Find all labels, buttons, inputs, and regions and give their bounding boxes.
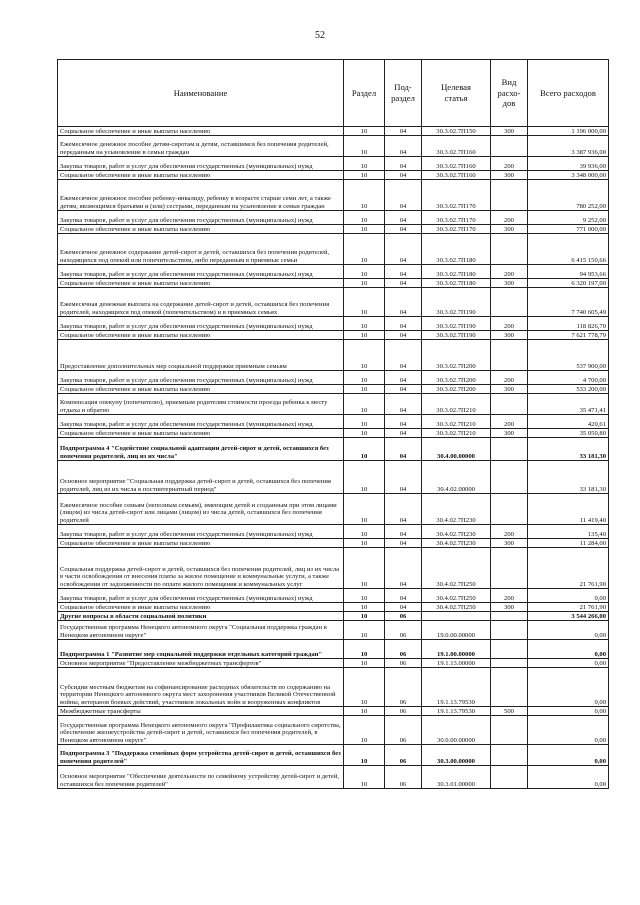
cell-section: 10 [344,612,385,621]
cell-expense-type [491,461,528,494]
cell-expense-type: 300 [491,603,528,612]
cell-subsection: 04 [385,415,422,429]
cell-target-article: 30.4.02.7П250 [422,603,491,612]
cell-total: 0,00 [528,640,609,659]
cell-total: 537 900,00 [528,340,609,371]
cell-total: 771 000,00 [528,225,609,234]
cell-subsection: 04 [385,371,422,385]
cell-section: 10 [344,157,385,171]
cell-subsection: 04 [385,279,422,288]
cell-section: 10 [344,766,385,789]
cell-expense-type [491,234,528,265]
cell-subsection: 04 [385,171,422,180]
cell-name: Закупка товаров, работ и услуг для обеспечения государственных (муниципальных) нужд [58,211,344,225]
cell-section: 10 [344,171,385,180]
cell-expense-type: 300 [491,225,528,234]
cell-name: Закупка товаров, работ и услуг для обеспечения государственных (муниципальных) нужд [58,157,344,171]
table-row [58,621,609,640]
cell-target-article: 30.3.02.7П210 [422,415,491,429]
cell-name: Закупка товаров, работ и услуг для обеспечения государственных (муниципальных) нужд [58,265,344,279]
cell-name: Ежемесячное денежное пособие ребенку-инвалиду, ребенку в возрасте старше семи лет, а также детям, являющимся братьями и (или) сестрами, переданным на усыновление в семьи граждан [58,180,344,211]
cell-section: 10 [344,340,385,371]
column-header-target-article: Целевая статья [422,60,491,127]
table-row [58,136,609,157]
cell-subsection: 06 [385,612,422,621]
cell-target-article: 30.3.02.7П210 [422,429,491,438]
table-row [58,171,609,180]
cell-subsection: 06 [385,640,422,659]
cell-name: Подпрограмма 1 "Развитие мер социальной поддержки отдельных категорий граждан" [58,640,344,659]
cell-section: 10 [344,621,385,640]
cell-name: Социальное обеспечение и иные выплаты населению [58,127,344,136]
cell-subsection: 06 [385,707,422,716]
table-row [58,234,609,265]
cell-name: Ежемесячная денежная выплата на содержание детей-сирот и детей, оставшихся без попечения родителей, находящихся под опекой (попечительством) и в приемных семьях [58,288,344,317]
cell-name: Социальное обеспечение и иные выплаты населению [58,279,344,288]
cell-expense-type [491,494,528,525]
cell-section: 10 [344,707,385,716]
cell-total: 1 196 000,00 [528,127,609,136]
cell-total: 780 252,00 [528,180,609,211]
cell-section: 10 [344,385,385,394]
table-row [58,659,609,668]
cell-expense-type: 300 [491,539,528,548]
cell-target-article: 19.1.13.00000 [422,659,491,668]
column-header-section: Раздел [344,60,385,127]
cell-subsection: 06 [385,766,422,789]
cell-subsection: 04 [385,211,422,225]
table-row [58,288,609,317]
cell-expense-type: 300 [491,171,528,180]
cell-total: 0,00 [528,716,609,745]
cell-section: 10 [344,603,385,612]
cell-name: Социальная поддержка детей-сирот и детей, оставшихся без попечения родителей, лиц из их числа в части освобождения от внесения платы за жилое помещение и коммунальные услуги, а также освобождения от задолженности по оплате жилого помещения и коммунальных услуг [58,548,344,589]
cell-total: 9 252,00 [528,211,609,225]
cell-total: 3 387 936,00 [528,136,609,157]
cell-subsection: 04 [385,603,422,612]
cell-name: Предоставление дополнительных мер социальной поддержки приемным семьям [58,340,344,371]
cell-section: 10 [344,180,385,211]
cell-total: 39 936,00 [528,157,609,171]
cell-subsection: 04 [385,548,422,589]
cell-expense-type: 300 [491,429,528,438]
cell-section: 10 [344,438,385,461]
cell-target-article: 30.3.02.7П170 [422,225,491,234]
cell-target-article: 30.3.02.7П180 [422,265,491,279]
cell-expense-type: 200 [491,211,528,225]
cell-name: Ежемесячное денежное пособие детям-сиротам и детям, оставшимся без попечения родителей, переданным на усыновление в семьи граждан [58,136,344,157]
cell-expense-type: 200 [491,525,528,539]
cell-total: 118 826,70 [528,317,609,331]
table-row [58,429,609,438]
table-row [58,385,609,394]
cell-section: 10 [344,371,385,385]
cell-name: Социальное обеспечение и иные выплаты населению [58,429,344,438]
cell-name: Закупка товаров, работ и услуг для обеспечения государственных (муниципальных) нужд [58,525,344,539]
column-header-expense-type: Вид расхо- дов [491,60,528,127]
cell-section: 10 [344,461,385,494]
cell-subsection: 06 [385,659,422,668]
column-header-subsection: Под- раздел [385,60,422,127]
cell-expense-type [491,438,528,461]
cell-target-article: 30.3.00.00000 [422,745,491,766]
table-row [58,612,609,621]
cell-total: 94 953,66 [528,265,609,279]
cell-subsection: 04 [385,157,422,171]
cell-subsection: 06 [385,745,422,766]
cell-subsection: 04 [385,461,422,494]
cell-total: 6 415 150,66 [528,234,609,265]
table-row [58,438,609,461]
cell-target-article: 19.1.13.79530 [422,707,491,716]
cell-subsection: 04 [385,589,422,603]
cell-name: Закупка товаров, работ и услуг для обеспечения государственных (муниципальных) нужд [58,317,344,331]
cell-section: 10 [344,136,385,157]
cell-name: Социальное обеспечение и иные выплаты населению [58,331,344,340]
table-row [58,279,609,288]
cell-expense-type [491,548,528,589]
table-row [58,225,609,234]
cell-subsection: 04 [385,539,422,548]
cell-total: 11 419,40 [528,494,609,525]
cell-target-article: 30.4.02.00000 [422,461,491,494]
cell-expense-type [491,340,528,371]
cell-target-article: 30.4.02.7П230 [422,525,491,539]
cell-expense-type: 200 [491,317,528,331]
cell-subsection: 04 [385,340,422,371]
cell-section: 10 [344,127,385,136]
cell-section: 10 [344,716,385,745]
cell-name: Другие вопросы в области социальной политики [58,612,344,621]
table-row [58,211,609,225]
cell-target-article: 30.3.02.7П160 [422,157,491,171]
cell-total: 4 700,00 [528,371,609,385]
table-row [58,668,609,707]
table-row [58,317,609,331]
cell-total: 0,00 [528,745,609,766]
cell-name: Социальное обеспечение и иные выплаты населению [58,225,344,234]
cell-name: Субсидии местным бюджетам на софинансирование расходных обязательств по содержанию на территории Ненецкого автономного округа мест захоронения участников Великой Отечественной войны, ветеранов боевых действий, участников локальных войн и вооруженных конфликтов [58,668,344,707]
cell-target-article: 19.1.13.79530 [422,668,491,707]
cell-name: Основное мероприятие "Предоставление межбюджетных трансфертов" [58,659,344,668]
cell-expense-type [491,716,528,745]
column-header-name: Наименование [58,60,344,127]
cell-section: 10 [344,539,385,548]
cell-expense-type: 500 [491,707,528,716]
cell-expense-type [491,668,528,707]
cell-total: 0,00 [528,621,609,640]
cell-name: Закупка товаров, работ и услуг для обеспечения государственных (муниципальных) нужд [58,371,344,385]
table-row [58,603,609,612]
table-body [58,127,609,789]
cell-total: 7 740 605,49 [528,288,609,317]
cell-name: Подпрограмма 4 "Содействие социальной адаптации детей-сирот и детей, оставшихся без попечения родителей, лиц из их числа" [58,438,344,461]
cell-expense-type: 300 [491,331,528,340]
cell-total: 21 761,90 [528,548,609,589]
cell-section: 10 [344,548,385,589]
cell-total: 0,00 [528,589,609,603]
table-row [58,766,609,789]
cell-section: 10 [344,234,385,265]
cell-total: 135,40 [528,525,609,539]
table-row [58,265,609,279]
cell-target-article: 30.3.02.7П190 [422,317,491,331]
cell-expense-type [491,766,528,789]
cell-subsection: 04 [385,317,422,331]
cell-target-article: 30.4.02.7П250 [422,589,491,603]
cell-target-article: 30.3.02.7П190 [422,288,491,317]
cell-name: Социальное обеспечение и иные выплаты населению [58,171,344,180]
table-row [58,589,609,603]
cell-section: 10 [344,745,385,766]
cell-subsection: 06 [385,621,422,640]
table-row [58,525,609,539]
cell-total: 0,00 [528,659,609,668]
cell-name: Закупка товаров, работ и услуг для обеспечения государственных (муниципальных) нужд [58,415,344,429]
cell-expense-type [491,288,528,317]
cell-target-article: 30.3.02.7П190 [422,331,491,340]
cell-section: 10 [344,279,385,288]
cell-subsection: 04 [385,288,422,317]
cell-name: Социальное обеспечение и иные выплаты населению [58,603,344,612]
cell-subsection: 06 [385,668,422,707]
cell-total: 533 200,00 [528,385,609,394]
cell-name: Основное мероприятие "Обеспечение деятельности по семейному устройству детей-сирот и детей, оставшихся без попечения родителей" [58,766,344,789]
cell-target-article: 19.0.00.00000 [422,621,491,640]
table-row [58,548,609,589]
cell-section: 10 [344,331,385,340]
table-row [58,461,609,494]
cell-section: 10 [344,525,385,539]
table-row [58,745,609,766]
table-row [58,331,609,340]
table-row [58,640,609,659]
cell-section: 10 [344,494,385,525]
table-row [58,371,609,385]
cell-name: Ежемесячное пособие семьям (неполным семьям), имеющим детей и созданным при этом лицами (лицом) из числа детей-сирот или лицами (лицом) из числа детей, оставшихся без попечения родителей [58,494,344,525]
cell-section: 10 [344,429,385,438]
cell-total: 6 320 197,00 [528,279,609,288]
cell-expense-type: 200 [491,589,528,603]
cell-total: 0,00 [528,668,609,707]
cell-name: Государственная программа Ненецкого автономного округа "Социальная поддержка граждан в Ненецком автономном округе" [58,621,344,640]
cell-name: Ежемесячное денежное содержание детей-сирот и детей, оставшихся без попечения родителей, находящихся под опекой или попечительством, либо переданным в приемные семьи [58,234,344,265]
cell-subsection: 04 [385,331,422,340]
cell-target-article: 30.4.02.7П230 [422,494,491,525]
table-row [58,180,609,211]
cell-target-article: 30.4.02.7П230 [422,539,491,548]
cell-target-article: 30.4.02.7П250 [422,548,491,589]
cell-target-article: 30.3.02.7П180 [422,234,491,265]
cell-subsection: 04 [385,225,422,234]
column-header-total: Всего расходов [528,60,609,127]
cell-total: 7 621 778,79 [528,331,609,340]
cell-expense-type [491,621,528,640]
cell-target-article [422,612,491,621]
cell-total: 3 544 266,00 [528,612,609,621]
cell-target-article: 30.3.02.7П200 [422,371,491,385]
cell-section: 10 [344,394,385,415]
cell-section: 10 [344,317,385,331]
table-row [58,716,609,745]
cell-subsection: 04 [385,385,422,394]
cell-subsection: 04 [385,265,422,279]
cell-target-article: 30.3.02.7П150 [422,127,491,136]
cell-subsection: 06 [385,716,422,745]
cell-target-article: 30.3.02.7П200 [422,385,491,394]
cell-subsection: 04 [385,180,422,211]
cell-total: 33 181,30 [528,461,609,494]
cell-target-article: 30.0.00.00000 [422,716,491,745]
cell-target-article: 30.3.02.7П160 [422,171,491,180]
cell-expense-type [491,136,528,157]
cell-name: Закупка товаров, работ и услуг для обеспечения государственных (муниципальных) нужд [58,589,344,603]
cell-expense-type: 200 [491,157,528,171]
cell-name: Социальное обеспечение и иные выплаты населению [58,385,344,394]
cell-expense-type: 200 [491,371,528,385]
cell-target-article: 30.4.00.00000 [422,438,491,461]
cell-section: 10 [344,415,385,429]
cell-expense-type: 200 [491,415,528,429]
cell-target-article: 19.1.00.00000 [422,640,491,659]
cell-expense-type: 200 [491,265,528,279]
table-row [58,494,609,525]
cell-section: 10 [344,225,385,234]
table-header-row [58,60,609,127]
table-row [58,127,609,136]
cell-total: 35 050,80 [528,429,609,438]
cell-name: Основное мероприятие "Социальная поддержка детей-сирот и детей, оставшихся без попечения родителей, лиц из их числа в постинтернатный период" [58,461,344,494]
cell-total: 11 284,00 [528,539,609,548]
table-row [58,415,609,429]
cell-subsection: 04 [385,494,422,525]
cell-subsection: 04 [385,136,422,157]
cell-expense-type [491,612,528,621]
cell-target-article: 30.3.02.7П180 [422,279,491,288]
cell-total: 21 761,90 [528,603,609,612]
cell-name: Межбюджетные трансферты [58,707,344,716]
table-row [58,707,609,716]
cell-target-article: 30.3.02.7П170 [422,211,491,225]
cell-section: 10 [344,589,385,603]
cell-section: 10 [344,668,385,707]
cell-subsection: 04 [385,234,422,265]
cell-section: 10 [344,288,385,317]
cell-section: 10 [344,640,385,659]
cell-target-article: 30.3.02.7П160 [422,136,491,157]
table-row [58,340,609,371]
cell-subsection: 04 [385,438,422,461]
cell-subsection: 04 [385,525,422,539]
cell-subsection: 04 [385,394,422,415]
cell-name: Социальное обеспечение и иные выплаты населению [58,539,344,548]
cell-target-article: 30.3.02.7П200 [422,340,491,371]
table-row [58,157,609,171]
cell-expense-type: 300 [491,385,528,394]
cell-total: 420,61 [528,415,609,429]
cell-name: Компенсация опекуну (попечителю), приемным родителям стоимости проезда ребенка к месту отдыха и обратно [58,394,344,415]
cell-section: 10 [344,211,385,225]
cell-expense-type [491,180,528,211]
page-number: 52 [315,30,325,41]
cell-target-article: 30.3.01.00000 [422,766,491,789]
cell-total: 3 348 000,00 [528,171,609,180]
cell-expense-type: 300 [491,279,528,288]
cell-expense-type [491,745,528,766]
cell-target-article: 30.3.02.7П170 [422,180,491,211]
table-row [58,394,609,415]
cell-target-article: 30.3.02.7П210 [422,394,491,415]
cell-total: 0,00 [528,707,609,716]
budget-table [57,59,609,789]
cell-expense-type [491,659,528,668]
cell-subsection: 04 [385,127,422,136]
cell-total: 0,00 [528,766,609,789]
cell-section: 10 [344,659,385,668]
table-row [58,539,609,548]
cell-name: Подпрограмма 3 "Поддержка семейных форм устройства детей-сирот и детей, оставшихся без попечения родителей" [58,745,344,766]
cell-name: Государственная программа Ненецкого автономного округа "Профилактика социального сиротства, обеспечение жизнеустройства детей-сирот и детей, оставшихся без попечения родителей, в Ненецком автономном округе" [58,716,344,745]
cell-expense-type [491,394,528,415]
cell-total: 35 471,41 [528,394,609,415]
cell-expense-type: 300 [491,127,528,136]
cell-section: 10 [344,265,385,279]
cell-total: 33 181,30 [528,438,609,461]
cell-expense-type [491,640,528,659]
cell-subsection: 04 [385,429,422,438]
